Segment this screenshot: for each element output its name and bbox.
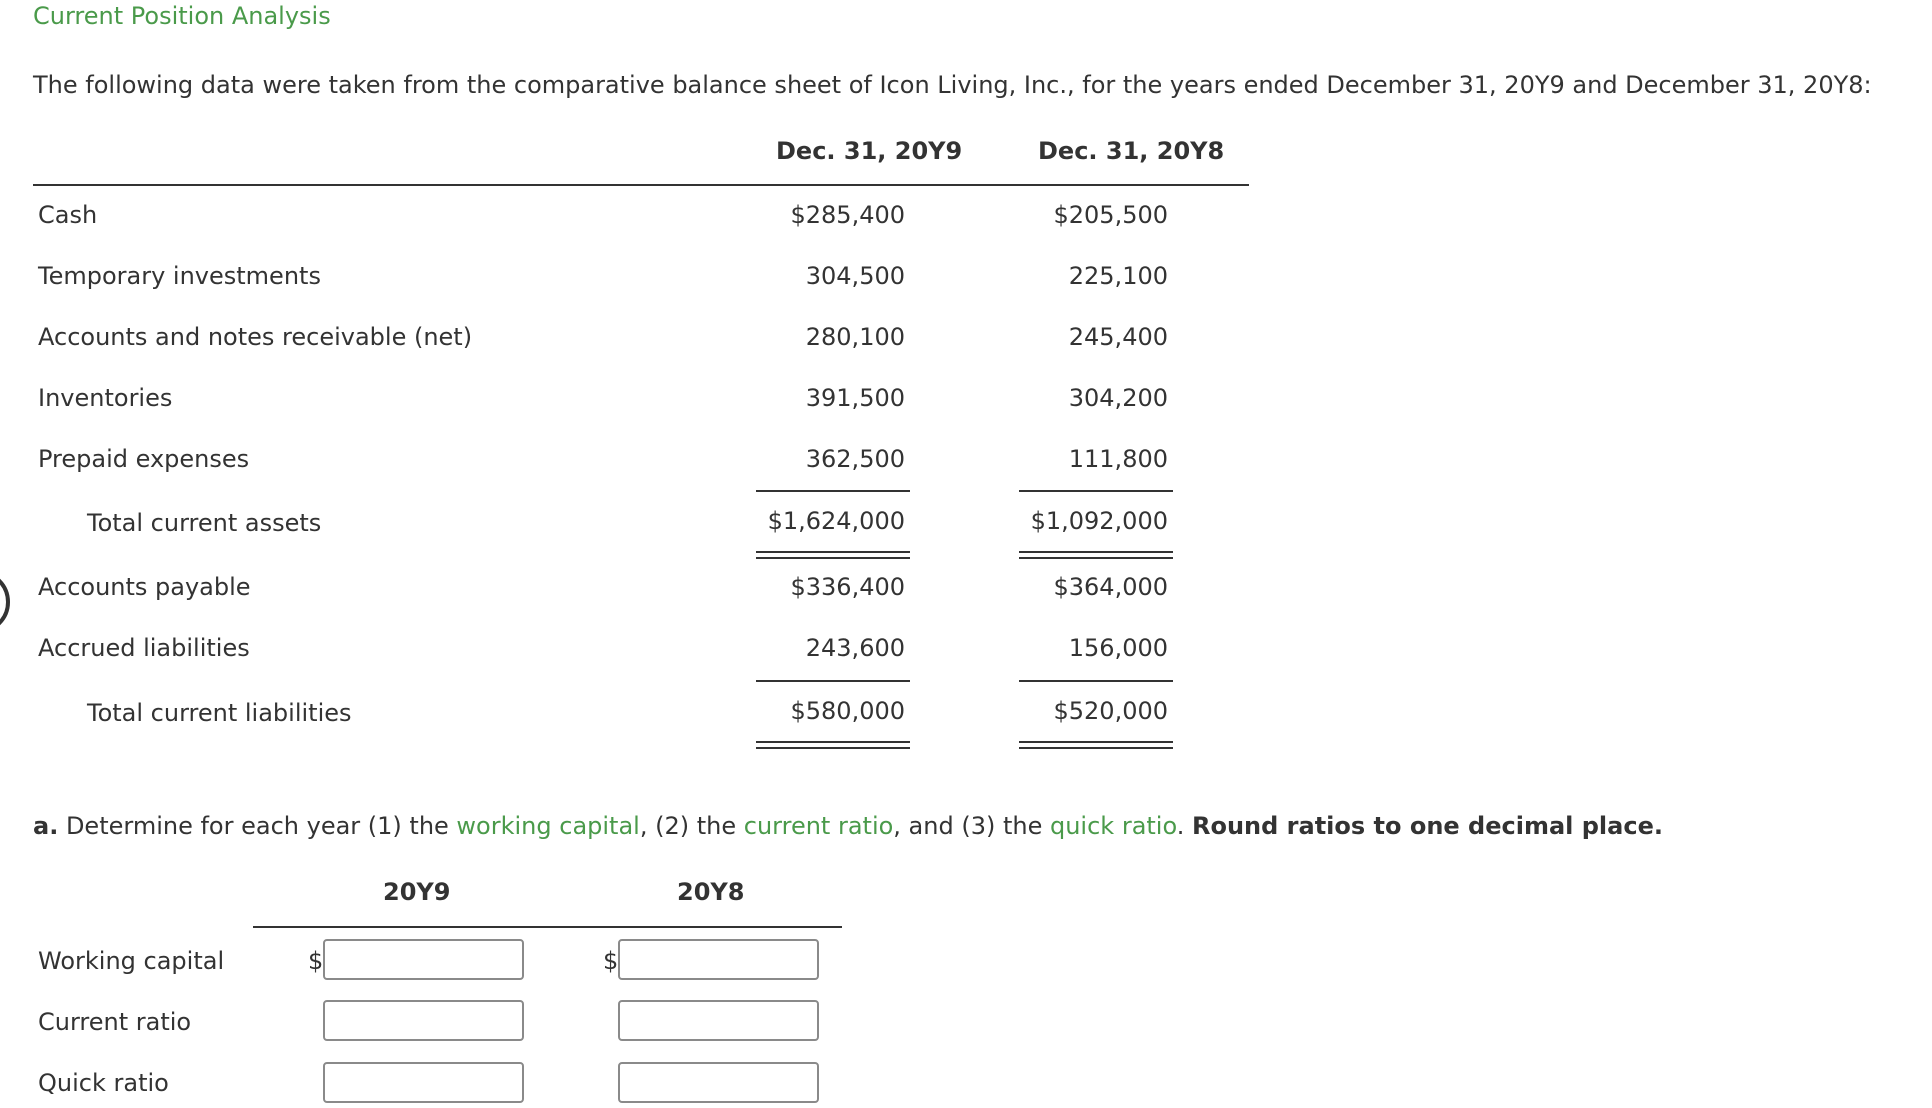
link-quick-ratio[interactable]: quick ratio bbox=[1049, 812, 1177, 840]
question-text-1: Determine for each year (1) the bbox=[65, 812, 457, 840]
value-total-current-liabilities-20y9: $580,000 bbox=[790, 697, 905, 725]
total-rule-assets-20y9 bbox=[756, 551, 910, 559]
subtotal-rule-assets-20y8 bbox=[1019, 490, 1173, 492]
row-label-prepaid-expenses: Prepaid expenses bbox=[38, 445, 250, 473]
dollar-sign-20y9: $ bbox=[308, 947, 324, 975]
total-rule-liabilities-20y9 bbox=[756, 741, 910, 749]
subtotal-rule-assets-20y9 bbox=[756, 490, 910, 492]
intro-text: The following data were taken from the comparative balance sheet of Icon Living, Inc., for the years ended December 31, 20Y9 and December 31, 20Y8: bbox=[33, 71, 1872, 99]
question-a bbox=[33, 812, 1663, 840]
row-label-temporary-investments: Temporary investments bbox=[38, 262, 321, 290]
total-rule-liabilities-20y8 bbox=[1019, 741, 1173, 749]
value-receivables-20y9: 280,100 bbox=[805, 323, 905, 351]
row-label-receivables: Accounts and notes receivable (net) bbox=[38, 323, 473, 351]
value-accrued-liabilities-20y8: 156,000 bbox=[1068, 634, 1168, 662]
value-inventories-20y9: 391,500 bbox=[805, 384, 905, 412]
table-header-rule bbox=[33, 184, 1249, 186]
value-inventories-20y8: 304,200 bbox=[1068, 384, 1168, 412]
answer-label-working-capital: Working capital bbox=[38, 947, 225, 975]
value-receivables-20y8: 245,400 bbox=[1068, 323, 1168, 351]
link-working-capital[interactable]: working capital bbox=[456, 812, 640, 840]
value-prepaid-expenses-20y9: 362,500 bbox=[805, 445, 905, 473]
answer-label-quick-ratio: Quick ratio bbox=[38, 1069, 169, 1097]
question-text-4: . bbox=[1176, 812, 1192, 840]
answer-header-rule bbox=[253, 926, 842, 928]
row-label-accrued-liabilities: Accrued liabilities bbox=[38, 634, 250, 662]
value-total-current-assets-20y8: $1,092,000 bbox=[1030, 507, 1168, 535]
current-ratio-20y9-input[interactable] bbox=[323, 1000, 524, 1041]
quick-ratio-20y9-input[interactable] bbox=[323, 1062, 524, 1103]
circle-marker-icon bbox=[0, 570, 10, 634]
subtotal-rule-liabilities-20y9 bbox=[756, 680, 910, 682]
answer-col-20y8-header: 20Y8 bbox=[677, 878, 745, 906]
dollar-sign-20y8: $ bbox=[603, 947, 619, 975]
question-part-label: a. bbox=[33, 812, 59, 840]
value-temporary-investments-20y8: 225,100 bbox=[1068, 262, 1168, 290]
total-rule-assets-20y8 bbox=[1019, 551, 1173, 559]
row-label-accounts-payable: Accounts payable bbox=[38, 573, 251, 601]
value-accounts-payable-20y9: $336,400 bbox=[790, 573, 905, 601]
question-text-2: , (2) the bbox=[639, 812, 744, 840]
working-capital-20y9-input[interactable] bbox=[323, 939, 524, 980]
rounding-instruction: Round ratios to one decimal place. bbox=[1192, 812, 1663, 840]
answer-label-current-ratio: Current ratio bbox=[38, 1008, 192, 1036]
value-temporary-investments-20y9: 304,500 bbox=[805, 262, 905, 290]
row-label-cash: Cash bbox=[38, 201, 98, 229]
row-label-total-current-liabilities: Total current liabilities bbox=[87, 699, 352, 727]
balance-col-20y8-header: Dec. 31, 20Y8 bbox=[1038, 137, 1225, 165]
page-title: Current Position Analysis bbox=[33, 2, 331, 30]
value-prepaid-expenses-20y8: 111,800 bbox=[1068, 445, 1168, 473]
subtotal-rule-liabilities-20y8 bbox=[1019, 680, 1173, 682]
value-cash-20y9: $285,400 bbox=[790, 201, 905, 229]
balance-col-20y9-header: Dec. 31, 20Y9 bbox=[776, 137, 963, 165]
value-accounts-payable-20y8: $364,000 bbox=[1053, 573, 1168, 601]
question-text-3: , and (3) the bbox=[893, 812, 1050, 840]
value-total-current-assets-20y9: $1,624,000 bbox=[767, 507, 905, 535]
working-capital-20y8-input[interactable] bbox=[618, 939, 819, 980]
row-label-total-current-assets: Total current assets bbox=[87, 509, 322, 537]
value-total-current-liabilities-20y8: $520,000 bbox=[1053, 697, 1168, 725]
quick-ratio-20y8-input[interactable] bbox=[618, 1062, 819, 1103]
row-label-inventories: Inventories bbox=[38, 384, 173, 412]
value-accrued-liabilities-20y9: 243,600 bbox=[805, 634, 905, 662]
value-cash-20y8: $205,500 bbox=[1053, 201, 1168, 229]
answer-col-20y9-header: 20Y9 bbox=[383, 878, 451, 906]
current-ratio-20y8-input[interactable] bbox=[618, 1000, 819, 1041]
link-current-ratio[interactable]: current ratio bbox=[743, 812, 894, 840]
